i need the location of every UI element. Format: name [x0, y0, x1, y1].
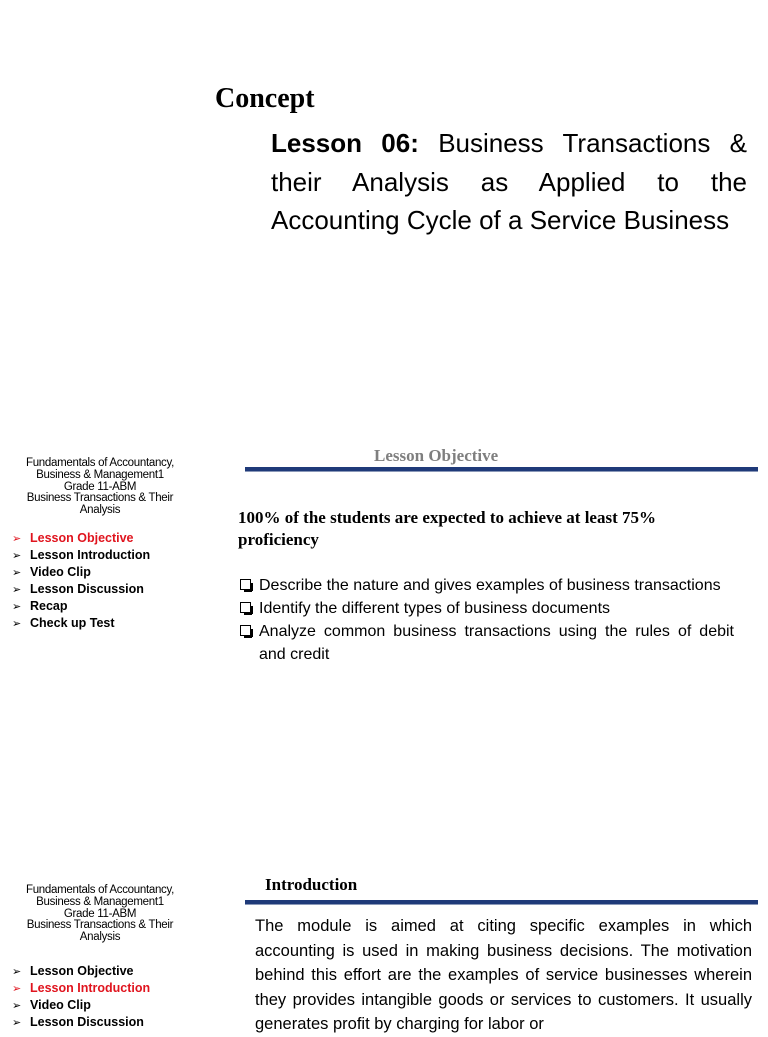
nav-item-video-clip[interactable]: ➢ Video Clip: [12, 997, 91, 1015]
arrow-icon: ➢: [12, 966, 22, 978]
introduction-section-title: Introduction: [265, 875, 358, 894]
course-line: Business Transactions & Their: [26, 919, 174, 932]
nav-item-lesson-introduction[interactable]: ➢ Lesson Introduction: [12, 547, 150, 565]
nav-item-lesson-objective[interactable]: ➢ Lesson Objective: [12, 530, 134, 548]
lesson-number: Lesson 06:: [271, 128, 419, 158]
course-info: [0, 458, 205, 517]
objective-section-title: Lesson Objective: [374, 446, 499, 465]
arrow-icon: ➢: [12, 584, 22, 596]
lesson-title-text: Business Transactions & their Analysis as Applied to the Accounting Cycle of a Service Business: [271, 128, 747, 235]
course-line: Analysis: [79, 504, 121, 517]
arrow-icon: ➢: [12, 1017, 22, 1029]
lesson-title: [271, 124, 747, 240]
objective-goal: 100% of the students are expected to achieve at least 75% proficiency: [238, 508, 657, 549]
nav-item-check-up-test[interactable]: ➢ Check up Test: [12, 615, 115, 633]
course-line: Business Transactions & Their: [26, 492, 174, 505]
arrow-icon: ➢: [12, 618, 22, 630]
checkbox-icon: [240, 579, 251, 590]
objective-item: Describe the nature and gives examples of business transactions: [238, 574, 734, 597]
nav-item-video-clip[interactable]: ➢ Video Clip: [12, 564, 91, 582]
arrow-icon: ➢: [12, 533, 22, 545]
section-divider: [245, 900, 758, 905]
arrow-icon: ➢: [12, 550, 22, 562]
objective-list: [238, 574, 734, 666]
course-line: Grade 11-ABM: [63, 480, 137, 493]
nav-item-lesson-introduction[interactable]: ➢ Lesson Introduction: [12, 980, 150, 998]
arrow-icon: ➢: [12, 567, 22, 579]
section-divider: [245, 467, 758, 472]
course-line: Fundamentals of Accountancy,: [25, 884, 174, 896]
nav-item-lesson-discussion[interactable]: ➢ Lesson Discussion: [12, 581, 144, 599]
course-info: [0, 885, 205, 944]
nav-item-lesson-discussion[interactable]: ➢ Lesson Discussion: [12, 1014, 144, 1032]
nav-item-recap[interactable]: ➢ Recap: [12, 598, 68, 616]
arrow-icon: ➢: [12, 601, 22, 613]
checkbox-icon: [240, 602, 251, 613]
objective-item: Identify the different types of business documents: [238, 597, 734, 620]
objective-item: Analyze common business transactions using the rules of debit and credit: [238, 620, 734, 666]
concept-heading: Concept: [215, 83, 315, 114]
arrow-icon: ➢: [12, 1000, 22, 1012]
arrow-icon: ➢: [12, 983, 22, 995]
course-line: Grade 11-ABM: [63, 907, 137, 920]
introduction-body: The module is aimed at citing specific examples in which accounting is used in making business decisions. The motivation behind this effort are the examples of service businesses wherein they provides intangible goods or services to customers. It usually generates profit by charging for labor or: [255, 917, 752, 1033]
course-line: Analysis: [79, 931, 121, 944]
course-line: Business & Management1: [36, 468, 164, 481]
checkbox-icon: [240, 625, 251, 636]
nav-item-lesson-objective[interactable]: ➢ Lesson Objective: [12, 963, 134, 981]
course-line: Fundamentals of Accountancy,: [25, 457, 174, 469]
course-line: Business & Management1: [36, 895, 164, 908]
